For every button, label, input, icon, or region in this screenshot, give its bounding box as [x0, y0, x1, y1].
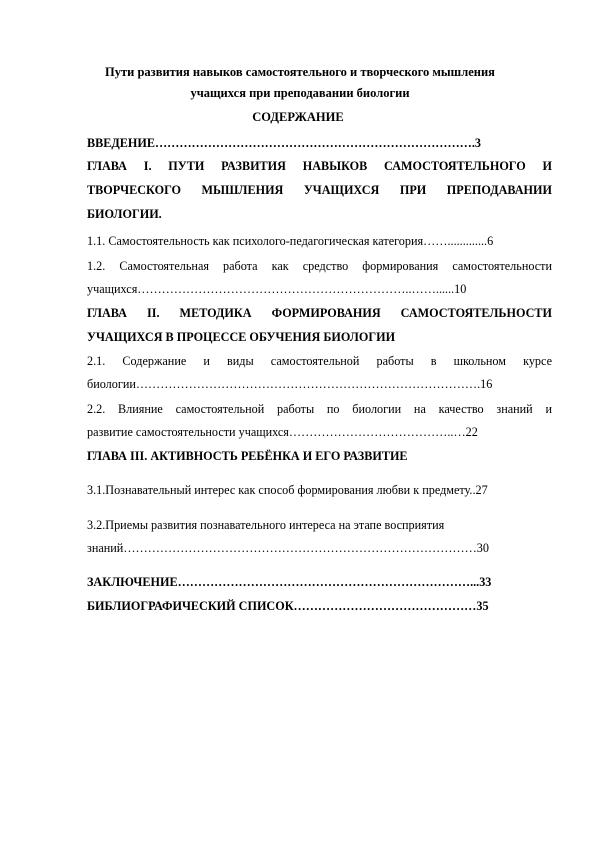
- toc-chapter-1-line-1: ГЛАВА I. ПУТИ РАЗВИТИЯ НАВЫКОВ САМОСТОЯТЕЛЬНОГО И: [87, 159, 552, 173]
- toc-section-3-1: 3.1.Познавательный интерес как способ формирования любви к предмету..27: [87, 483, 488, 497]
- toc-entry-bibliography: БИБЛИОГРАФИЧЕСКИЙ СПИСОК………………………………………35: [87, 599, 489, 613]
- toc-section-2-2-line-1: 2.2. Влияние самостоятельной работы по биологии на качество знаний и: [87, 402, 552, 416]
- document-title: [80, 62, 520, 104]
- toc-heading: СОДЕРЖАНИЕ: [252, 110, 344, 124]
- toc-chapter-3: ГЛАВА III. АКТИВНОСТЬ РЕБЁНКА И ЕГО РАЗВИТИЕ: [87, 449, 408, 463]
- toc-section-3-2-line-2: знаний……………………………………………………………………………30: [87, 541, 489, 555]
- toc-entry-conclusion: ЗАКЛЮЧЕНИЕ………………………………………………………………...33: [87, 575, 492, 589]
- toc-chapter-2-line-2: УЧАЩИХСЯ В ПРОЦЕССЕ ОБУЧЕНИЯ БИОЛОГИИ: [87, 330, 396, 344]
- toc-section-2-1-line-2: биологии………………………………………………………………………….16: [87, 377, 493, 391]
- toc-chapter-2-line-1: ГЛАВА II. МЕТОДИКА ФОРМИРОВАНИЯ САМОСТОЯТЕЛЬНОСТИ: [87, 306, 552, 320]
- toc-section-2-1-line-1: 2.1. Содержание и виды самостоятельной работы в школьном курсе: [87, 354, 552, 368]
- toc-chapter-1-line-2: ТВОРЧЕСКОГО МЫШЛЕНИЯ УЧАЩИХСЯ ПРИ ПРЕПОДАВАНИИ: [87, 183, 552, 197]
- toc-section-1-2-line-1: 1.2. Самостоятельная работа как средство формирования самостоятельности: [87, 259, 552, 273]
- title-line-1: Пути развития навыков самостоятельного и творческого мышления: [105, 65, 495, 79]
- toc-chapter-1-line-3: БИОЛОГИИ.: [87, 207, 162, 221]
- toc-entry-intro: ВВЕДЕНИЕ…………………………………………………………………….3: [87, 136, 482, 150]
- toc-section-3-2-line-1: 3.2.Приемы развития познавательного интереса на этапе восприятия: [87, 518, 445, 532]
- toc-section-1-2-line-2: учащихся…………………………………………………………..……......10: [87, 282, 467, 296]
- title-line-2: учащихся при преподавании биологии: [190, 86, 410, 100]
- toc-section-1-1: 1.1. Самостоятельность как психолого-педагогическая категория…….............6: [87, 234, 494, 248]
- toc-section-2-2-line-2: развитие самостоятельности учащихся…………………………………..…22: [87, 425, 478, 439]
